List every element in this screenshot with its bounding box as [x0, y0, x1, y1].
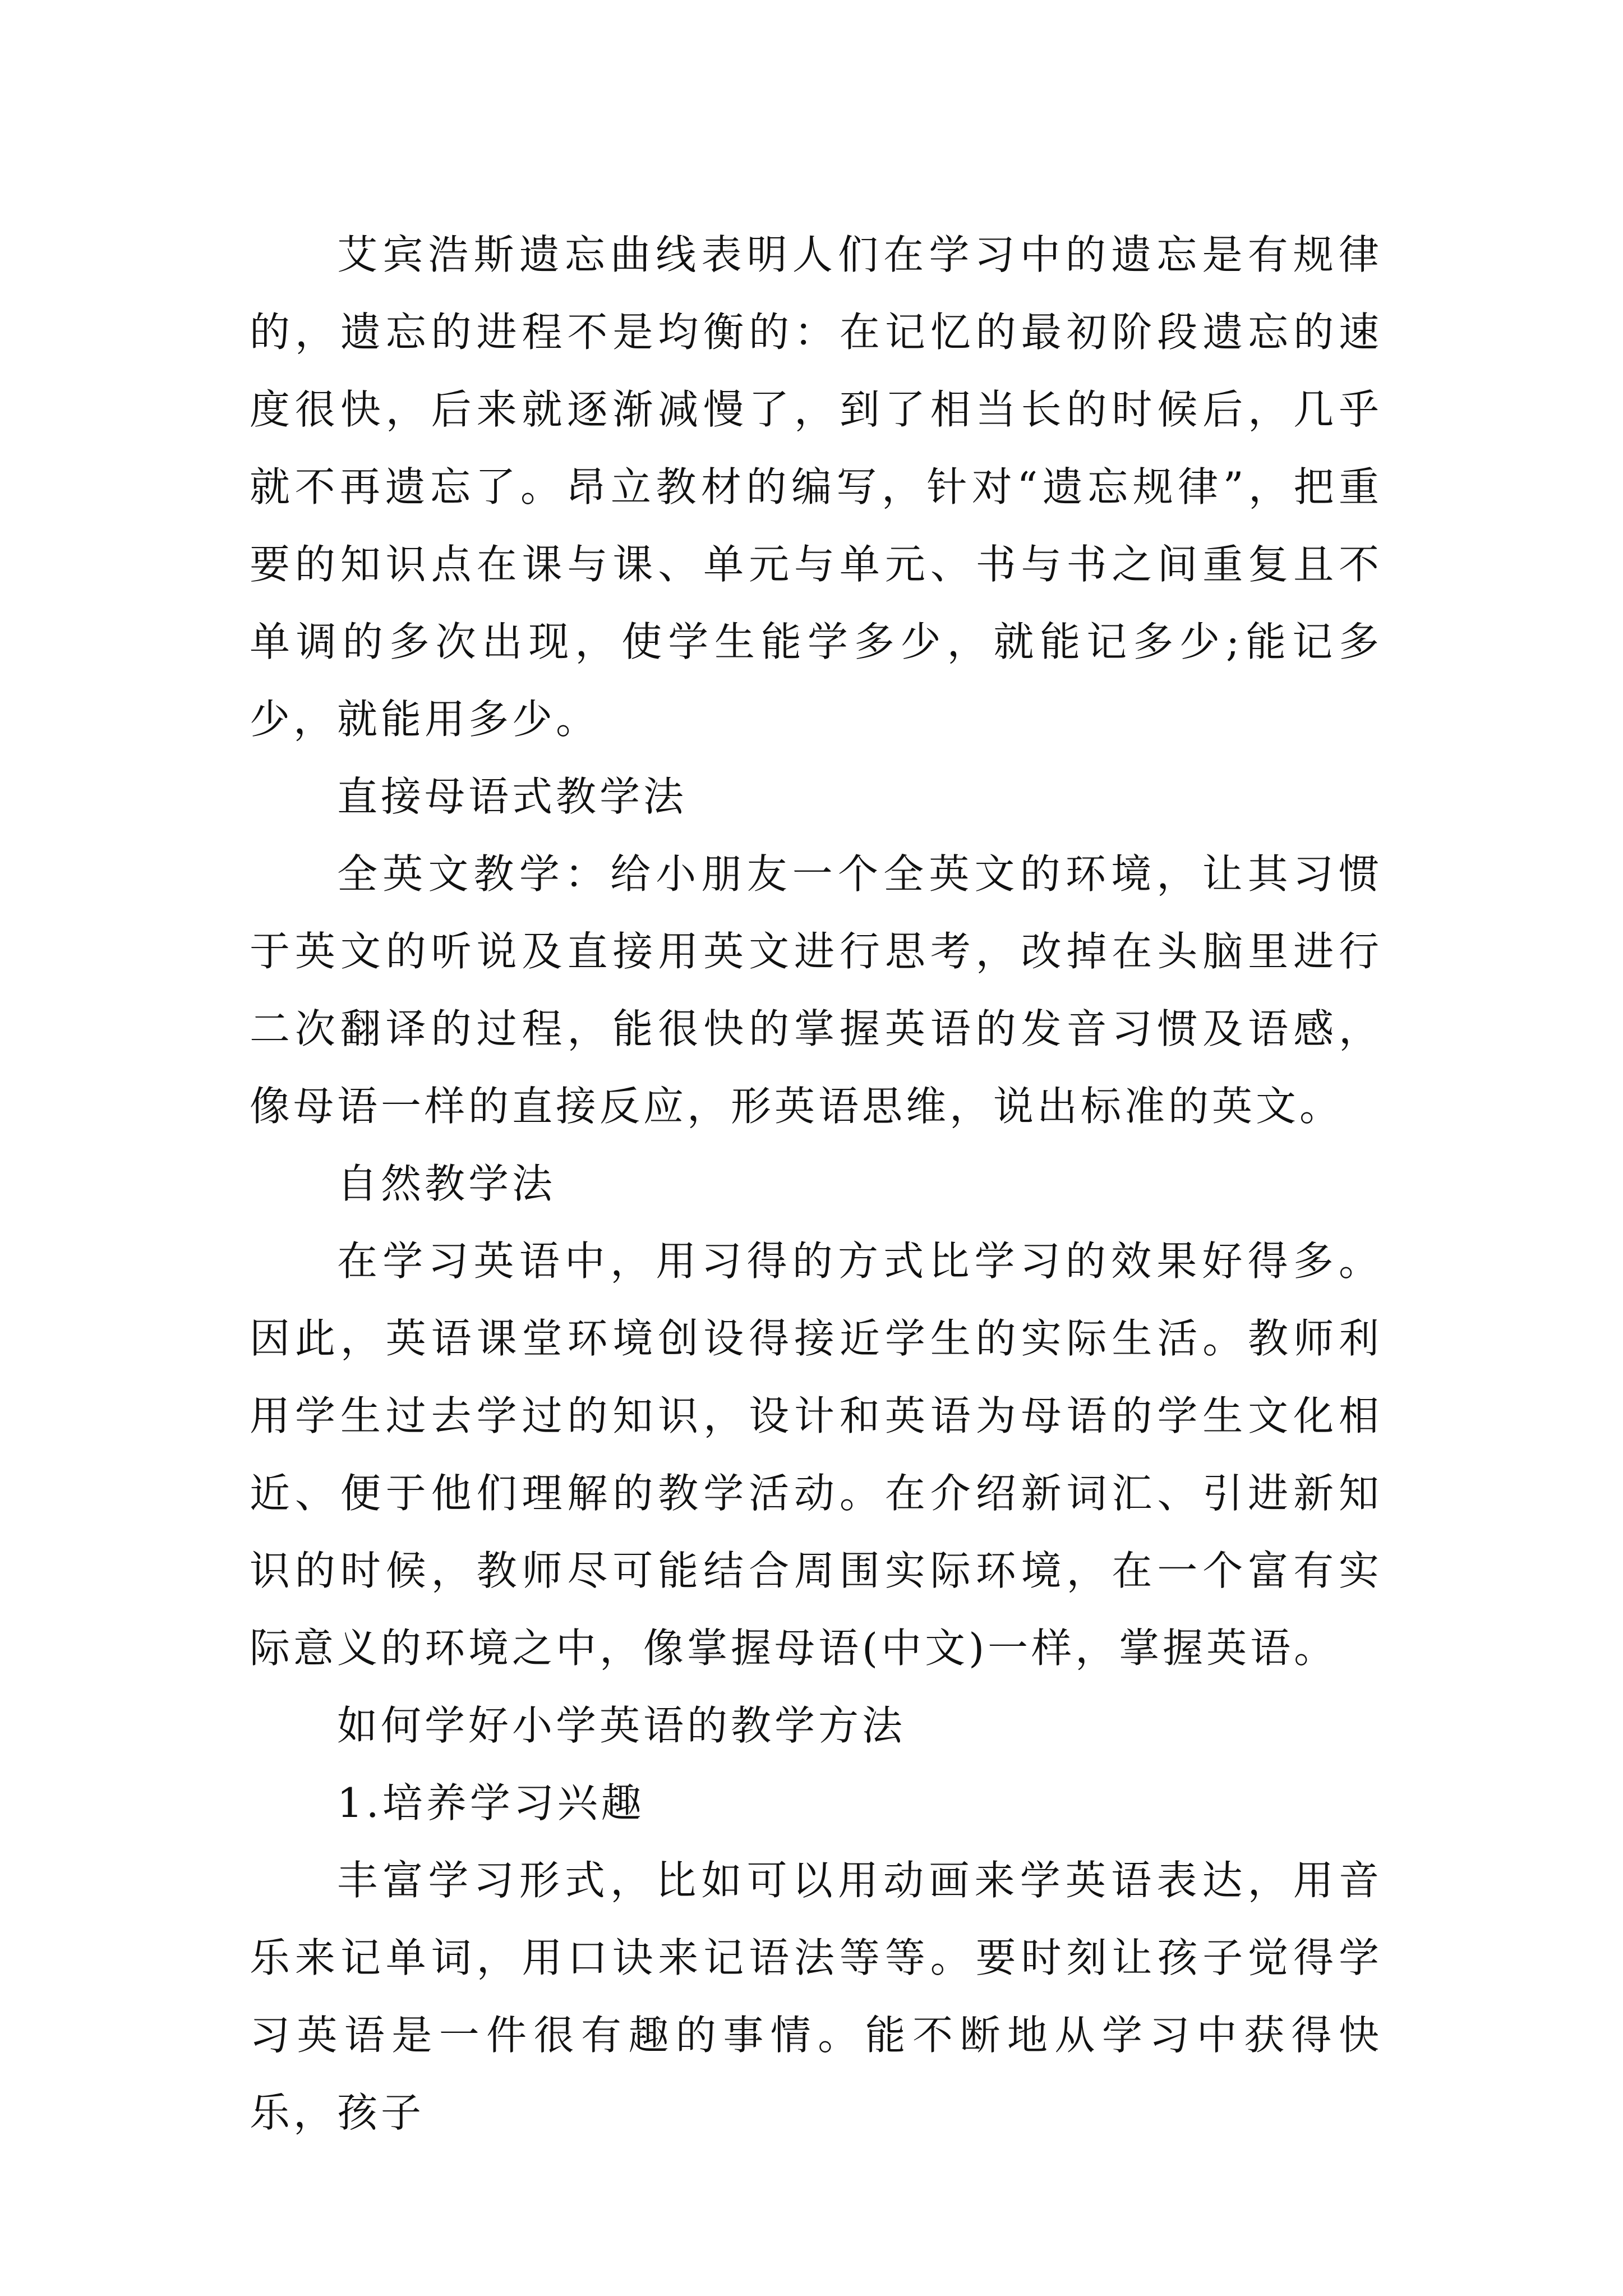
paragraph-natural-method: 在学习英语中，用习得的方式比学习的效果好得多。因此，英语课堂环境创设得接近学生的实际生活。教师利用学生过去学过的知识，设计和英语为母语的学生文化相近、便于他们理解的教学活动。在介绍新词汇、引进新知识的时候，教师尽可能结合周围实际环境，在一个富有实际意义的环境之中，像掌握母语(中文)一样，掌握英语。 [250, 1237, 1382, 1672]
paragraph-forgetting-curve: 艾宾浩斯遗忘曲线表明人们在学习中的遗忘是有规律的，遗忘的进程不是均衡的：在记忆的最初阶段遗忘的速度很快，后来就逐渐减慢了，到了相当长的时候后，几乎就不再遗忘了。昂立教材的编写，针对“遗忘规律”，把重要的知识点在课与课、单元与单元、书与书之间重复且不单调的多次出现，使学生能学多少，就能记多少;能记多少，就能用多少。 [250, 231, 1382, 743]
heading-how-to-learn: 如何学好小学英语的教学方法 [337, 1702, 906, 1749]
paragraph-full-english: 全英文教学：给小朋友一个全英文的环境，让其习惯于英文的听说及直接用英文进行思考，改掉在头脑里进行二次翻译的过程，能很快的掌握英语的发音习惯及语感，像母语一样的直接反应，形英语思维，说出标准的英文。 [250, 850, 1382, 1130]
heading-interest: 1.培养学习兴趣 [337, 1779, 645, 1826]
heading-direct-method: 直接母语式教学法 [337, 773, 688, 820]
paragraph-interest: 丰富学习形式，比如可以用动画来学英语表达，用音乐来记单词，用口诀来记语法等等。要时刻让孩子觉得学习英语是一件很有趣的事情。能不断地从学习中获得快乐，孩子 [250, 1857, 1382, 2136]
document-body [250, 216, 1382, 2151]
heading-natural-method: 自然教学法 [337, 1160, 556, 1207]
